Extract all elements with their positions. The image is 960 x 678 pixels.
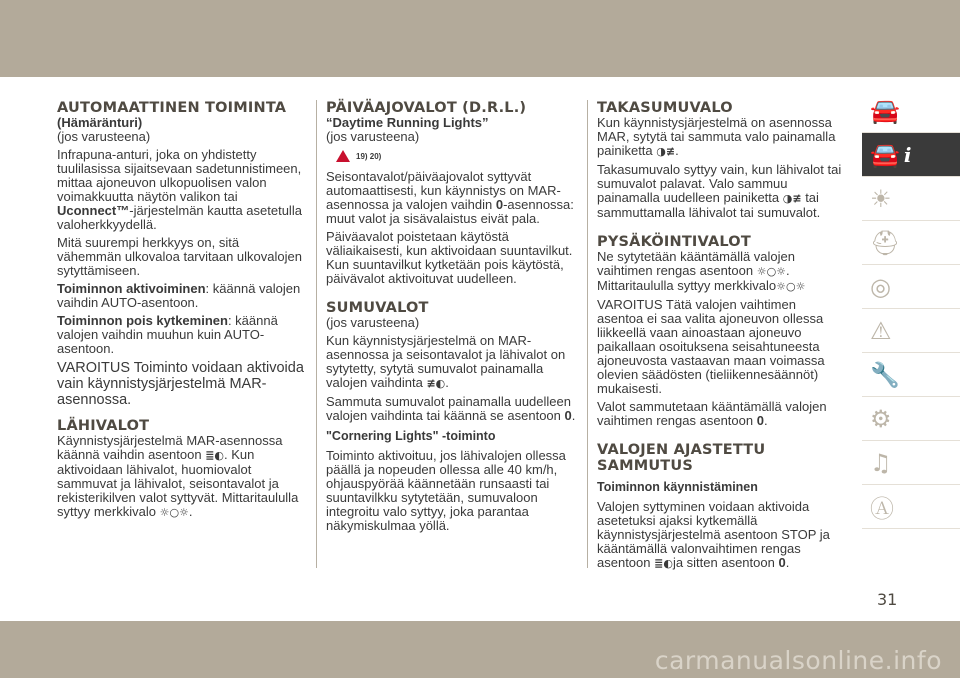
tab-safety[interactable]: [862, 221, 960, 265]
warning-triangle-icon: [336, 150, 350, 162]
column-divider: [587, 100, 588, 568]
airbag-icon: ⛑: [870, 228, 901, 257]
paragraph: Sammuta sumuvalot painamalla uudelleen valojen vaihdinta tai käännä se asentoon 0.: [326, 394, 576, 423]
heading-fog-lights: SUMUVALOT: [326, 300, 429, 316]
warning-reference: 19) 20): [336, 150, 576, 162]
tab-car-info[interactable]: [862, 133, 960, 177]
optional-note: (jos varusteena): [326, 129, 420, 144]
rear-fog-icon: ◑≢: [656, 145, 676, 158]
tab-car-overview[interactable]: [862, 89, 960, 133]
cornering-lights-heading: "Cornering Lights" -toiminto: [326, 429, 496, 443]
tab-specs[interactable]: [862, 397, 960, 441]
warning-text: VAROITUS Toiminto voidaan aktivoida vain käynnistysjärjestelmä MAR-asennossa.: [57, 360, 304, 408]
fog-light-icon: ≢◐: [426, 377, 446, 390]
warning-light-icon: ☀: [870, 184, 892, 213]
optional-note: (jos varusteena): [326, 315, 420, 330]
tab-driving[interactable]: [862, 265, 960, 309]
car-icon: 🚘: [870, 96, 900, 125]
top-band: [0, 0, 960, 77]
info-icon: i: [903, 142, 912, 167]
tab-maintenance[interactable]: [862, 353, 960, 397]
wrench-icon: 🔧: [870, 360, 900, 389]
paragraph: Mitä suurempi herkkyys on, sitä vähemmän ulkovaloa tarvitaan ulkovalojen sytyttämiseen.: [57, 235, 302, 278]
paragraph: Valojen syttyminen voidaan aktivoida asetetuksi ajaksi kytkemällä käynnistysjärjestelmä asentoon STOP ja kääntämällä valonvaihtimen rengas asentoon ≣◐ja sitten asentoon 0.: [597, 499, 830, 570]
parking-lights-icon: ☼○☼: [776, 280, 806, 293]
heading-rear-fog: TAKASUMUVALO: [597, 100, 733, 116]
parking-lights-icon: ☼○☼: [756, 265, 787, 278]
column-2: [326, 100, 576, 537]
steering-wheel-icon: ◎: [870, 272, 891, 301]
emergency-icon: ⚠: [870, 316, 892, 345]
chapter-sidebar: [862, 89, 960, 529]
heading-drl: PÄIVÄAJOVALOT (D.R.L.): [326, 100, 527, 116]
low-beam-icon: ≣◐: [205, 449, 225, 462]
optional-note: (jos varusteena): [57, 129, 151, 144]
paragraph: Käynnistysjärjestelmä MAR-asennossa käännä vaihdin asentoon ≣◐. Kun aktivoidaan lähivalot, huomiovalot sammuvat ja lähivalot, seisontavalot ja rekisterikilven valot syttyvät. Mittaritaululla syttyy merkkivalo ☼○☼.: [57, 433, 299, 519]
paragraph: Toiminto aktivoituu, jos lähivalojen ollessa päällä ja nopeuden ollessa alle 40 km/h, ohjauspyörää käännetään runsaasti tai suuntavilkku sytytetään, sumuvaloon integroitu valo syttyy, joka parantaa näkymiskulmaa yöllä.: [326, 448, 566, 533]
car-info-icon: 🚘: [870, 140, 900, 169]
tab-multimedia[interactable]: [862, 441, 960, 485]
tab-emergency[interactable]: [862, 309, 960, 353]
paragraph: Infrapuna-anturi, joka on yhdistetty tuulilasissa sijaitsevaan sadetunnistimeen, mittaa ajoneuvon ulkopuolisen valon voimakkuutta näytön valikon tai Uconnect™-järjestelmän kautta asetetulla valoherkkyydellä.: [57, 147, 302, 232]
heading-automatic: AUTOMAATTINEN TOIMINTA: [57, 100, 287, 116]
paragraph: Ne sytytetään kääntämällä valojen vaihtimen rengas asentoon ☼○☼. Mittaritaululla syttyy merkkivalo☼○☼: [597, 249, 806, 293]
activation-heading: Toiminnon käynnistäminen: [597, 480, 758, 494]
page-number: 31: [877, 590, 898, 609]
gear-icon: ⚙: [870, 404, 892, 433]
paragraph: Kun käynnistysjärjestelmä on MAR-asennossa ja seisontavalot ja lähivalot on sytytetty, sytytä sumuvalot painamalla valojen vaihdinta ≢◐.: [326, 333, 566, 390]
parking-lights-icon: ☼○☼: [159, 506, 189, 519]
heading-timed-off: VALOJEN AJASTETTU SAMMUTUS: [597, 442, 766, 474]
heading-parking-lights: PYSÄKÖINTIVALOT: [597, 234, 751, 250]
index-icon: Ⓐ: [870, 495, 894, 523]
paragraph: Toiminnon pois kytkeminen: käännä valojen vaihdin muuhun kuin AUTO-asentoon.: [57, 313, 278, 356]
tab-warning-lights[interactable]: [862, 177, 960, 221]
paragraph: Takasumuvalo syttyy vain, kun lähivalot tai sumuvalot palavat. Valo sammuu painamalla uudelleen painiketta ◑≢ tai sammuttamalla lähivalot tai sumuvalot.: [597, 162, 842, 220]
warning-text: VAROITUS Tätä valojen vaihtimen asentoa ei saa valita ajoneuvon ollessa liikkeellä vaan ainoastaan ajoneuvo paikallaan osoituksena seisahtuneesta ajoneuvosta vastaavan maan voimassa olevien säädösten (tieliikennesäännöt) mukaisesti.: [597, 297, 825, 396]
watermark: carmanualsonline.info: [654, 646, 942, 675]
column-divider: [316, 100, 317, 568]
heading-low-beam: LÄHIVALOT: [57, 418, 150, 434]
paragraph: Valot sammutetaan kääntämällä valojen vaihtimen rengas asentoon 0.: [597, 399, 827, 428]
paragraph: Seisontavalot/päiväajovalot syttyvät automaattisesti, kun käynnistys on MAR-asennossa ja valojen vaihdin 0-asennossa: muut valot ja sisävalaistus eivät pala.: [326, 169, 574, 226]
subheading-twilight-sensor: (Hämäränturi): [57, 115, 143, 130]
rear-fog-icon: ◑≢: [782, 192, 802, 205]
paragraph: Kun käynnistysjärjestelmä on asennossa MAR, sytytä tai sammuta valo painamalla painiketta ◑≢.: [597, 115, 836, 158]
column-1: [57, 100, 305, 524]
music-icon: ♫: [870, 448, 892, 477]
paragraph: Toiminnon aktivoiminen: käännä valojen vaihdin AUTO-asentoon.: [57, 281, 301, 310]
low-beam-icon: ≣◐: [654, 557, 673, 570]
tab-index[interactable]: [862, 485, 960, 529]
subheading-drl: “Daytime Running Lights”: [326, 115, 489, 130]
paragraph: Päiväavalot poistetaan käytöstä väliaikaisesti, kun aktivoidaan suuntavilkut. Kun suuntavilkut kytketään pois käytöstä, päivävalot aktivoituvat uudelleen.: [326, 229, 573, 286]
column-3: [597, 100, 842, 575]
